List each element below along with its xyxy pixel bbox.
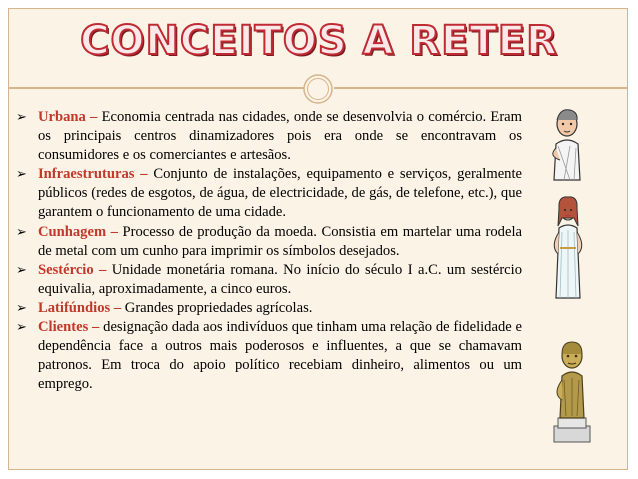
concept-definition: designação dada aos indivíduos que tinham uma relação de fidelidade e dependência face a outros mais poderosos e influentes, a que se chamavam patronos. Em troca do apoio político recebiam dinheiro, alimentos ou um emprego. bbox=[38, 319, 523, 393]
concept-term: Sestércio bbox=[38, 261, 94, 278]
arrow-bullet-icon: ➢ bbox=[16, 110, 27, 125]
concept-definition: Grandes propriedades agrícolas. bbox=[124, 299, 313, 316]
divider-right bbox=[334, 87, 628, 89]
arrow-bullet-icon: ➢ bbox=[16, 320, 27, 336]
statue-figure bbox=[546, 336, 598, 446]
concept-term: Cunhagem bbox=[38, 223, 107, 240]
arrow-bullet-icon: ➢ bbox=[16, 262, 27, 278]
concept-list bbox=[14, 108, 522, 394]
divider-left bbox=[8, 87, 304, 89]
list-item: ➢ Latifúndios – Grandes propriedades agrícolas. bbox=[14, 299, 522, 318]
roman-woman-figure bbox=[544, 192, 592, 300]
roman-man-figure bbox=[540, 102, 594, 182]
arrow-bullet-icon: ➢ bbox=[16, 300, 27, 316]
list-item: ➢ Urbana – Economia centrada nas cidades, onde se desenvolvia o comércio. Eram os principais centros dinamizadores pois era onde se encontravam os consumidores e os comerciantes e artesãos. bbox=[16, 109, 523, 164]
concept-term: Urbana bbox=[38, 109, 86, 125]
concept-definition: Unidade monetária romana. No início do século I a.C. um sestércio equivalia, aproximadamente, a cinco euros. bbox=[38, 261, 523, 297]
list-item: ➢ Sestércio – Unidade monetária romana. No início do século I a.C. um sestércio equivalia, aproximadamente, a cinco euros. bbox=[16, 261, 523, 297]
list-item: ➢ Infraestruturas – Conjunto de instalações, equipamento e serviços, geralmente públicos (redes de esgotos, de água, de electricidade, de gás, de telefone, etc.), que garantem o funcionamento de uma cidade. bbox=[16, 166, 522, 221]
list-item: ➢ Cunhagem – Processo de produção da moeda. Consistia em martelar uma rodela de metal com um cunho para imprimir os símbolos desejados. bbox=[16, 223, 522, 259]
arrow-bullet-icon: ➢ bbox=[16, 167, 27, 183]
slide-title: CONCEITOS A RETER bbox=[80, 18, 558, 64]
arrow-bullet-icon: ➢ bbox=[16, 224, 27, 240]
concept-term: Clientes bbox=[38, 319, 89, 336]
concept-term: Infraestruturas bbox=[38, 166, 135, 183]
concept-definition: Economia centrada nas cidades, onde se desenvolvia o comércio. Eram os principais centros dinamizadores pois era onde se encontravam os consumidores e os comerciantes e artesãos. bbox=[38, 109, 523, 164]
list-item: ➢ Clientes – designação dada aos indivíduos que tinham uma relação de fidelidade e dependência face a outros mais poderosos e influentes, a que se chamavam patronos. Em troca do apoio político recebiam dinheiro, alimentos ou um emprego. bbox=[16, 319, 523, 393]
concept-definition: Processo de produção da moeda. Consistia em martelar uma rodela de metal com um cunho para imprimir os símbolos desejados. bbox=[38, 223, 522, 259]
concept-definition: Conjunto de instalações, equipamento e serviços, geralmente públicos (redes de esgotos, de água, de electricidade, de gás, de telefone, etc.), que garantem o funcionamento de uma cidade. bbox=[38, 166, 522, 221]
concept-term: Latifúndios bbox=[38, 299, 111, 316]
circle-ornament-icon bbox=[302, 73, 334, 105]
